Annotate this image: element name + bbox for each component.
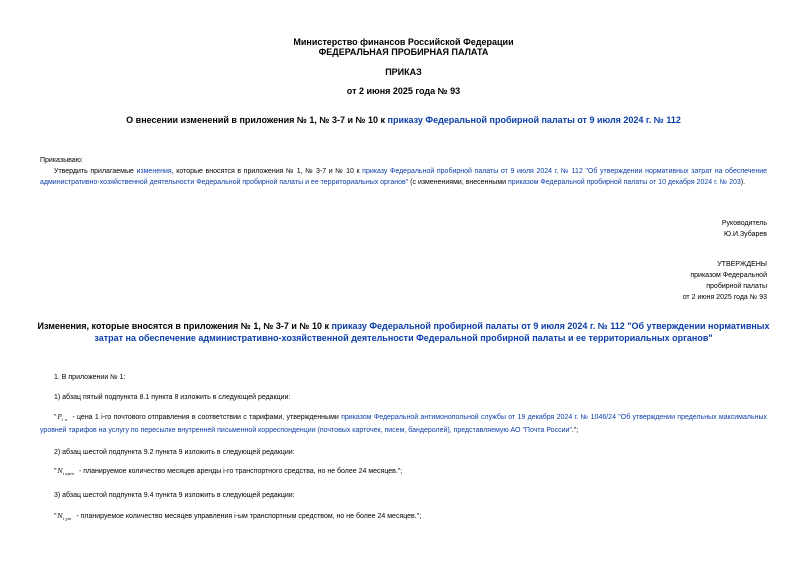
order-text-4: ). bbox=[740, 179, 746, 186]
formula-rent-months-icon bbox=[58, 468, 75, 475]
change-item-1: 1. В приложении № 1: bbox=[54, 374, 126, 381]
quote-text: - планируемое количество месяцев управления i-ым транспортным средством, но не более 24 месяцев."; bbox=[74, 513, 422, 520]
order-text-1: Утвердить прилагаемые bbox=[54, 168, 137, 175]
signature-name: Ю.И.Зубарев bbox=[723, 231, 767, 238]
changes-title-prefix: Изменения, которые вносятся в приложения № 1, № 3-7 и № 10 к bbox=[37, 321, 332, 331]
change-quote-2 bbox=[54, 466, 402, 479]
change-subitem-1: 1) абзац пятый подпункта 8.1 пункта 8 изложить в следующей редакции: bbox=[54, 394, 291, 401]
order-text-2: , которые вносятся в приложения № 1, № 3-7 и № 10 к bbox=[171, 168, 363, 175]
quote-end: ."; bbox=[571, 427, 579, 435]
quote-text: - цена 1 i-го почтового отправления в соответствии с тарифами, утвержденными bbox=[70, 414, 342, 421]
order-text-3: (с изменениями, внесенными bbox=[408, 179, 509, 186]
formula-subscript: i п bbox=[61, 417, 68, 423]
ministry-name: Министерство финансов Российской Федерации bbox=[293, 37, 514, 47]
title-link[interactable]: приказу Федеральной пробирной палаты от 9 июля 2024 г. № 112 bbox=[387, 115, 681, 125]
approval-line-1: УТВЕРЖДЕНЫ bbox=[717, 261, 767, 268]
quote-text: - планируемое количество месяцев аренды i-го транспортного средства, но не более 24 месяцев."; bbox=[77, 468, 403, 475]
changes-title bbox=[30, 320, 777, 344]
approval-line-4: от 2 июня 2025 года № 93 bbox=[682, 294, 767, 301]
formula-symbol: P bbox=[57, 414, 62, 421]
change-quote-1 bbox=[40, 412, 767, 436]
quote-open: " bbox=[54, 414, 57, 421]
document-type: ПРИКАЗ bbox=[385, 67, 422, 77]
fas-order-link[interactable]: приказом Федеральной антимонопольной службы от 19 декабря 2024 г. № 1046/24 "Об утверждении предельных максимальных уровней тарифов на услугу по пересылке внутренней письменной корреспонденции (почтовых карточек, писем, бандеролей), представляемую АО "Почта России" bbox=[40, 414, 767, 435]
approval-line-3: пробирной палаты bbox=[706, 283, 767, 290]
change-subitem-2: 2) абзац шестой подпункта 9.2 пункта 9 изложить в следующей редакции: bbox=[54, 449, 295, 456]
agency-name: ФЕДЕРАЛЬНАЯ ПРОБИРНАЯ ПАЛАТА bbox=[318, 47, 489, 57]
order-203-link[interactable]: приказом Федеральной пробирной палаты от 10 декабря 2024 г. № 203 bbox=[508, 179, 741, 186]
formula-subscript: i ут bbox=[62, 516, 72, 522]
changes-title-link[interactable]: приказу Федеральной пробирной палаты от 9 июля 2024 г. № 112 "Об утверждении нормативных затрат на обеспечение административно-хозяйственной деятельности Федеральной пробирной палаты и ее территориальных органов" bbox=[94, 321, 770, 343]
formula-symbol: N bbox=[57, 513, 63, 520]
quote-open: " bbox=[54, 513, 57, 520]
change-quote-3 bbox=[54, 511, 421, 524]
order-paragraph bbox=[40, 166, 767, 188]
approval-line-2: приказом Федеральной bbox=[690, 272, 767, 279]
quote-open: " bbox=[54, 468, 57, 475]
order-112-link[interactable]: приказу Федеральной пробирной палаты от 9 июля 2024 г. № 112 "Об утверждении нормативных затрат на обеспечение административно-хозяйственной деятельности Федеральной пробирной палаты и ее территориальных органов" bbox=[40, 168, 767, 186]
change-subitem-3: 3) абзац шестой подпункта 9.4 пункта 9 изложить в следующей редакции: bbox=[54, 492, 295, 499]
changes-link[interactable]: изменения bbox=[136, 168, 172, 175]
approval-block bbox=[683, 259, 767, 303]
signature-block bbox=[722, 218, 767, 240]
formula-symbol: N bbox=[57, 468, 63, 475]
formula-price-icon bbox=[58, 414, 68, 421]
document-title bbox=[0, 115, 807, 126]
order-lead: Приказываю: bbox=[40, 157, 83, 164]
formula-management-months-icon bbox=[58, 513, 72, 520]
document-date-number: от 2 июня 2025 года № 93 bbox=[346, 86, 461, 96]
formula-subscript: i арт bbox=[62, 471, 75, 477]
signature-position: Руководитель bbox=[721, 220, 767, 227]
title-prefix: О внесении изменений в приложения № 1, № 3-7 и № 10 к bbox=[126, 115, 388, 125]
